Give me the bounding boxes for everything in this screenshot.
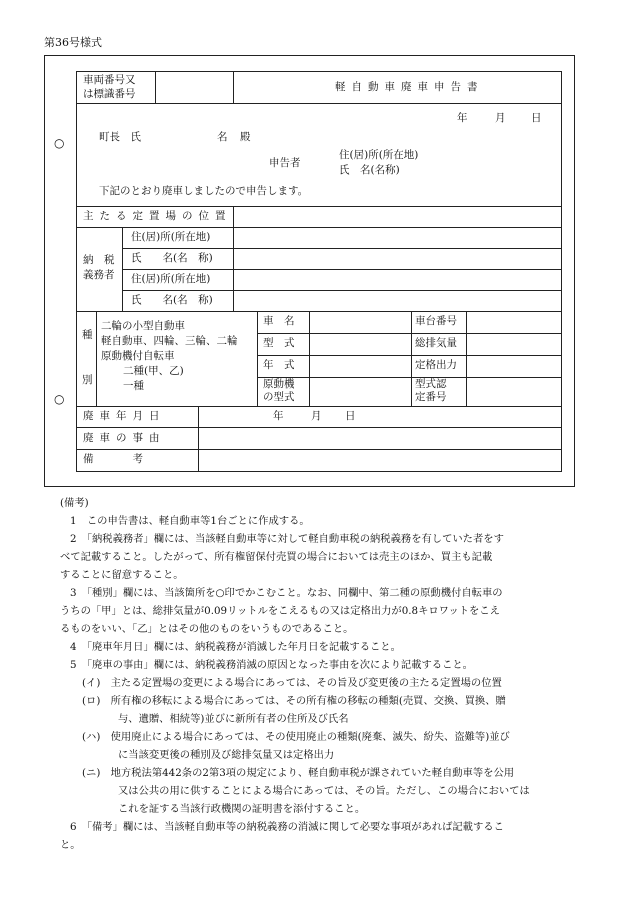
car-name-label: 車 名	[263, 315, 295, 327]
note-line: に当該変更後の種別及び総排気量又は定格出力	[118, 749, 335, 761]
category-option: 軽自動車、四輪、三輪、二輪	[101, 335, 238, 347]
category-option: 原動機付自転車	[101, 350, 175, 362]
date-month: 月	[495, 112, 506, 124]
note-line: 2 「納税義務者」欄には、当該軽自動車等に対して軽自動車税の納税義務を有していた者をす	[70, 533, 504, 545]
date-year: 年	[457, 112, 468, 124]
notes-heading: (備考)	[60, 497, 89, 509]
category-label-2: 別	[82, 374, 93, 386]
note-line: これを証する当該行政機関の証明書を添付すること。	[118, 803, 366, 815]
taxpayer-address-1: 住(居)所(所在地)	[131, 231, 211, 243]
category-label: 種	[82, 329, 93, 341]
note-line: べて記載すること。したがって、所有権留保付売買の場合においては売主のほか、買主も記載	[60, 551, 493, 563]
category-option: 二種(甲、乙)	[123, 365, 184, 377]
rated-output-label: 定格出力	[415, 359, 457, 371]
addressee-name-label: 名	[217, 131, 228, 143]
type-cert-label-2: 定番号	[415, 391, 447, 403]
scrap-date-label: 廃車年月日	[83, 410, 166, 422]
note-line: 6 「備考」欄には、当該軽自動車等の納税義務の消滅に関して必要な事項があれば記載するこ	[70, 821, 504, 833]
declaration-statement: 下記のとおり廃車しましたので申告します。	[99, 185, 309, 197]
taxpayer-label: 納 税	[83, 254, 115, 266]
engine-model-label: 原動機	[263, 378, 295, 390]
declaration-form-table	[76, 71, 562, 472]
taxpayer-address-2: 住(居)所(所在地)	[131, 273, 211, 285]
note-line: 3 「種別」欄には、当該箇所を○印でかこむこと。なお、同欄中、第二種の原動機付自転車の	[70, 587, 503, 599]
note-line: 与、遺贈、相続等)並びに新所有者の住所及び氏名	[118, 713, 349, 725]
taxpayer-name-2: 氏 名(名 称)	[131, 294, 213, 306]
scrap-date-day: 日	[345, 410, 356, 422]
displacement-label: 総排気量	[415, 337, 457, 349]
note-line: (ロ) 所有権の移転による場合にあっては、その所有権の移転の種類(売買、交換、買換、贈	[82, 695, 506, 707]
remarks-label: 備 考	[83, 453, 149, 465]
addressee-mayor: 町長 氏	[99, 131, 141, 143]
note-line: 又は公共の用に供することによる場合にあっては、その旨。ただし、この場合においては	[118, 785, 530, 797]
year-model-label: 年 式	[263, 359, 295, 371]
engine-model-label-2: の型式	[263, 391, 295, 403]
model-label: 型 式	[263, 337, 295, 349]
chassis-number-label: 車台番号	[415, 315, 457, 327]
storage-location-label: 主たる定置場の位置	[83, 210, 232, 222]
scrap-date-year: 年	[273, 410, 284, 422]
applicant-name: 氏 名(名称)	[339, 164, 400, 176]
note-line: 5 「廃車の事由」欄には、納税義務消滅の原因となった事由を次により記載すること。	[70, 659, 473, 671]
category-option: 一種	[123, 380, 144, 392]
note-line: うちの「甲」とは、総排気量が0.09リットルをこえるもの又は定格出力が0.8キロワットをこえ	[60, 605, 500, 617]
scrap-reason-label: 廃車の事由	[83, 432, 166, 444]
applicant-address: 住(居)所(所在地)	[339, 149, 419, 161]
taxpayer-label-2: 義務者	[83, 269, 115, 281]
notes-section	[60, 494, 580, 854]
addressee-honorific: 殿	[240, 131, 251, 143]
taxpayer-name-1: 氏 名(名 称)	[131, 252, 213, 264]
applicant-label: 申告者	[269, 157, 301, 169]
note-line: 1 この申告書は、軽自動車等1台ごとに作成する。	[70, 515, 310, 527]
punch-hole-icon: ○	[54, 392, 65, 406]
category-option: 二輪の小型自動車	[101, 320, 185, 332]
note-line: (ニ) 地方税法第442条の2第3項の規定により、軽自動車税が課されていた軽自動車等を公用	[82, 767, 515, 779]
punch-hole-icon: ○	[54, 136, 65, 150]
vehicle-number-label-2: は標識番号	[83, 88, 136, 100]
scrap-date-month: 月	[311, 410, 322, 422]
note-line: るものをいい、「乙」とはその他のものをいうものであること。	[60, 623, 354, 635]
form-number: 第36号様式	[44, 36, 102, 49]
type-cert-label: 型式認	[415, 378, 447, 390]
note-line: 4 「廃車年月日」欄には、納税義務が消滅した年月日を記載すること。	[70, 641, 401, 653]
note-line: (ハ) 使用廃止による場合にあっては、その使用廃止の種類(廃棄、滅失、紛失、盗難等)並び	[82, 731, 510, 743]
note-line: と。	[60, 839, 81, 851]
form-title: 軽自動車廃車申告書	[335, 81, 484, 93]
vehicle-number-label: 車両番号又	[83, 74, 136, 86]
note-line: (イ) 主たる定置場の変更による場合にあっては、その旨及び変更後の主たる定置場の位置	[82, 677, 502, 689]
date-day: 日	[531, 112, 542, 124]
note-line: することに留意すること。	[60, 569, 184, 581]
